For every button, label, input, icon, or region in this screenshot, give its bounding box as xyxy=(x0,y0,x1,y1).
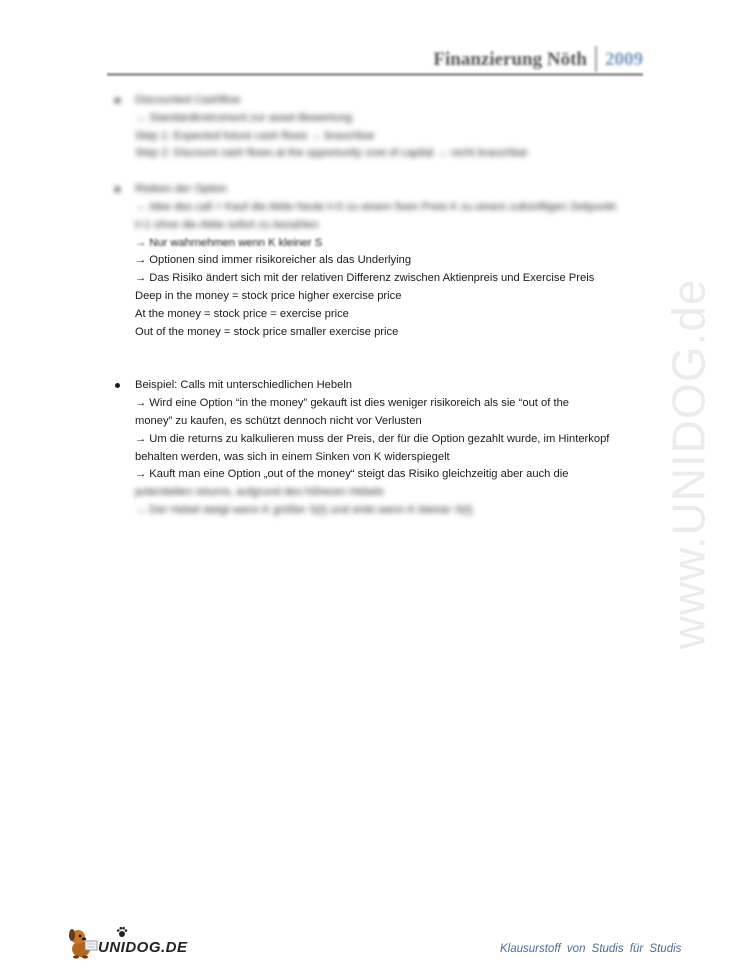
text-line: Deep in the money = stock price higher exercise price xyxy=(135,289,402,302)
dog-mascot-icon xyxy=(66,925,102,961)
text-line: potentiellen returns, aufgrund des höheren Hebels xyxy=(135,486,384,499)
text-line: → Optionen sind immer risikoreicher als das Underlying xyxy=(135,254,412,267)
header-title: Finanzierung Nöth xyxy=(433,49,587,70)
text-line: t=1 ohne die Aktie sofort zu bezahlen xyxy=(135,218,319,231)
logo-text: UNIDOG.DE xyxy=(98,939,188,956)
text-line: → Um die returns zu kalkulieren muss der Preis, der für die Option gezahlt wurde, im Hinterkopf xyxy=(135,432,610,445)
text-line: Step 2: Discount cash flows at the opportunity cost of capital → nicht brauchbar xyxy=(135,147,529,160)
text-line: behalten werden, was sich in einem Sinken von K widerspiegelt xyxy=(135,450,450,463)
text-line: Risiken der Option xyxy=(135,183,228,196)
bullet-icon xyxy=(115,383,120,388)
bullet-icon xyxy=(115,187,120,192)
text-line: → Kauft man eine Option „out of the money“ steigt das Risiko gleichzeitig aber auch die xyxy=(135,468,569,481)
text-line: money” zu kaufen, es schützt dennoch nicht vor Verlusten xyxy=(135,414,422,427)
header-year: 2009 xyxy=(605,49,643,70)
text-line: → Idee des call = Kauf die Aktie heute t=0 zu einem fixen Preis K zu einem zukünftigen Zeitpunkt xyxy=(135,200,616,213)
text-line: → Nur wahrnehmen wenn K kleiner S xyxy=(135,236,323,249)
text-line: → Der Hebel steigt wenn K größer S(t) und sinkt wenn K kleiner S(t) xyxy=(135,503,473,516)
watermark xyxy=(662,254,715,674)
watermark-text: www.UNIDOG.de xyxy=(662,278,715,650)
text-line: → Standardinstrument zur asset Bewertung xyxy=(135,111,353,124)
section-beispiel-calls xyxy=(115,377,655,519)
text-line: At the money = stock price = exercise price xyxy=(135,307,349,320)
text-line: → Das Risiko ändert sich mit der relativen Differenz zwischen Aktienpreis und Exercise Preis xyxy=(135,272,595,285)
text-line: → Wird eine Option “in the money” gekauft ist dies weniger risikoreich als sie “out of the xyxy=(135,397,570,410)
paw-icon xyxy=(116,926,128,938)
text-line: Beispiel: Calls mit unterschiedlichen Hebeln xyxy=(135,379,353,392)
header-rule xyxy=(107,73,643,76)
text-line: Discounted Cashflow xyxy=(135,94,241,106)
bullet-icon xyxy=(115,98,120,103)
text-line: Out of the money = stock price smaller exercise price xyxy=(135,325,399,338)
section-risiken-der-option xyxy=(115,181,655,341)
page-header xyxy=(107,44,643,72)
text-line: Step 1: Expected future cash flows → brauchbar xyxy=(135,129,376,142)
footer-tagline: Klausurstoff von Studis für Studis xyxy=(500,943,682,955)
section-discounted-cashflow xyxy=(115,92,655,163)
document-body xyxy=(115,92,655,520)
unidog-logo[interactable] xyxy=(66,925,186,961)
